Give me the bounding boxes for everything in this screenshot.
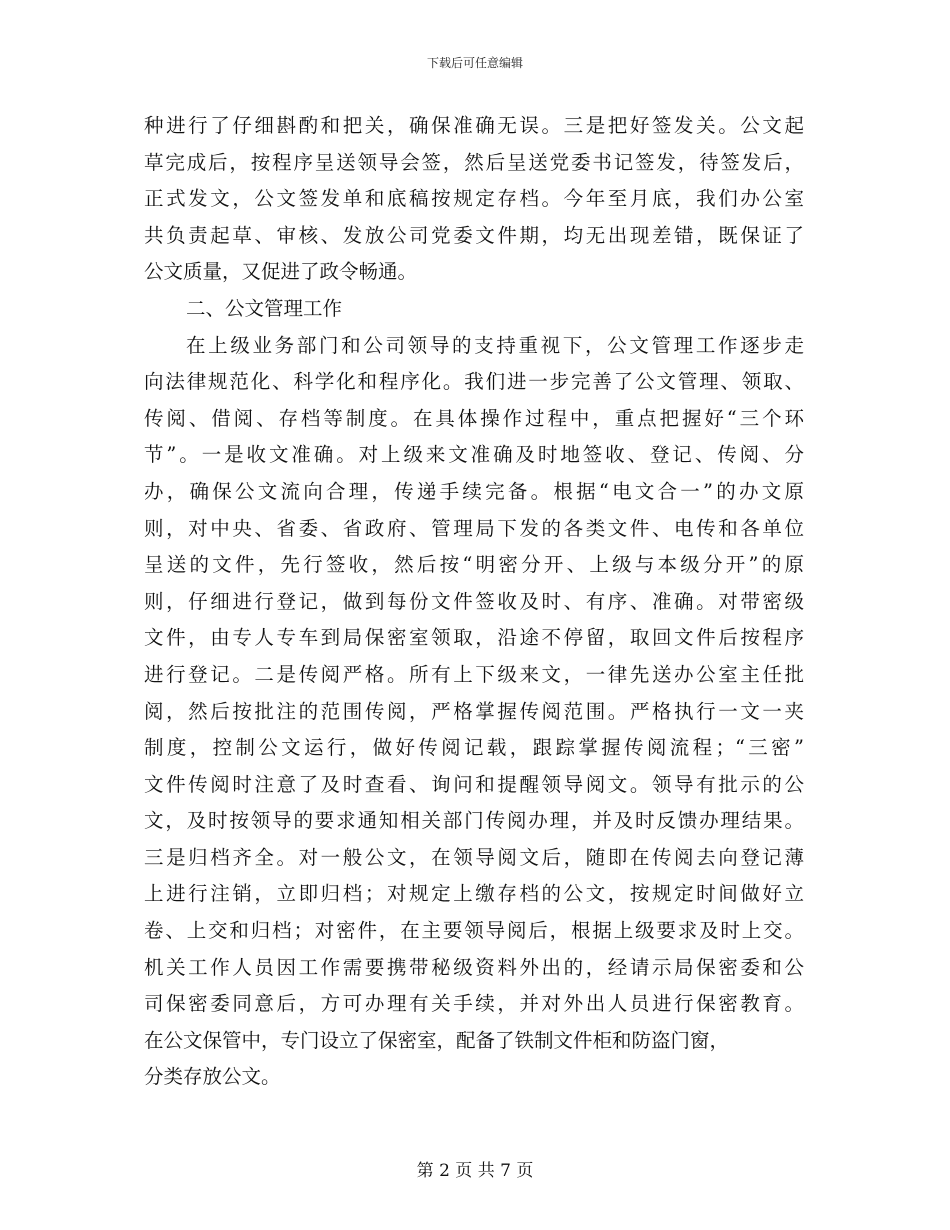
page-number: 第 2 页 共 7 页	[416, 1161, 534, 1181]
text-line: 分类存放公文。	[144, 1065, 281, 1089]
text-line: 在公文保管中，专门设立了保密室，配备了铁制文件柜和防盗门窗，	[144, 1028, 730, 1052]
text-line: 则，仔细进行登记，做到每份文件签收及时、有序、准确。对带密级	[144, 589, 804, 613]
text-line: 传阅、借阅、存档等制度。在具体操作过程中，重点把握好“三个环	[144, 406, 804, 430]
text-line: 制度，控制公文运行，做好传阅记载，跟踪掌握传阅流程；“三密”	[144, 736, 804, 760]
text-line: 草完成后，按程序呈送领导会签，然后呈送党委书记签发，待签发后，	[144, 150, 804, 174]
text-line: 司保密委同意后，方可办理有关手续，并对外出人员进行保密教育。	[144, 992, 804, 1016]
section-heading: 二、公文管理工作	[186, 296, 343, 320]
document-body	[144, 108, 804, 1096]
text-line: 共负责起草、审核、发放公司党委文件期，均无出现差错，既保证了	[144, 223, 804, 247]
text-line: 三是归档齐全。对一般公文，在领导阅文后，随即在传阅去向登记薄	[144, 845, 804, 869]
text-line: 文，及时按领导的要求通知相关部门传阅办理，并及时反馈办理结果。	[144, 809, 804, 833]
text-line: 在上级业务部门和公司领导的支持重视下，公文管理工作逐步走	[186, 333, 804, 357]
text-line: 文件传阅时注意了及时查看、询问和提醒领导阅文。领导有批示的公	[144, 772, 804, 796]
text-line: 机关工作人员因工作需要携带秘级资料外出的，经请示局保密委和公	[144, 955, 804, 979]
text-line: 公文质量，又促进了政令畅通。	[144, 260, 418, 284]
text-line: 则，对中央、省委、省政府、管理局下发的各类文件、电传和各单位	[144, 516, 804, 540]
text-line: 种进行了仔细斟酌和把关，确保准确无误。三是把好签发关。公文起	[144, 114, 804, 137]
text-line: 正式发文，公文签发单和底稿按规定存档。今年至月底，我们办公室	[144, 187, 804, 211]
text-line: 进行登记。二是传阅严格。所有上下级来文，一律先送办公室主任批	[144, 662, 804, 686]
text-line: 上进行注销，立即归档；对规定上缴存档的公文，按规定时间做好立	[144, 882, 804, 906]
text-line: 呈送的文件，先行签收，然后按“明密分开、上级与本级分开”的原	[144, 553, 804, 577]
text-line: 文件，由专人专车到局保密室领取，沿途不停留，取回文件后按程序	[144, 626, 804, 650]
text-line: 卷、上交和归档；对密件，在主要领导阅后，根据上级要求及时上交。	[144, 919, 804, 943]
page-header-note: 下载后可任意编辑	[426, 56, 523, 70]
text-line: 办，确保公文流向合理，传递手续完备。根据“电文合一”的办文原	[144, 479, 804, 503]
text-line: 阅，然后按批注的范围传阅，严格掌握传阅范围。严格执行一文一夹	[144, 699, 804, 723]
text-line: 节”。一是收文准确。对上级来文准确及时地签收、登记、传阅、分	[144, 443, 804, 467]
text-line: 向法律规范化、科学化和程序化。我们进一步完善了公文管理、领取、	[144, 370, 804, 394]
